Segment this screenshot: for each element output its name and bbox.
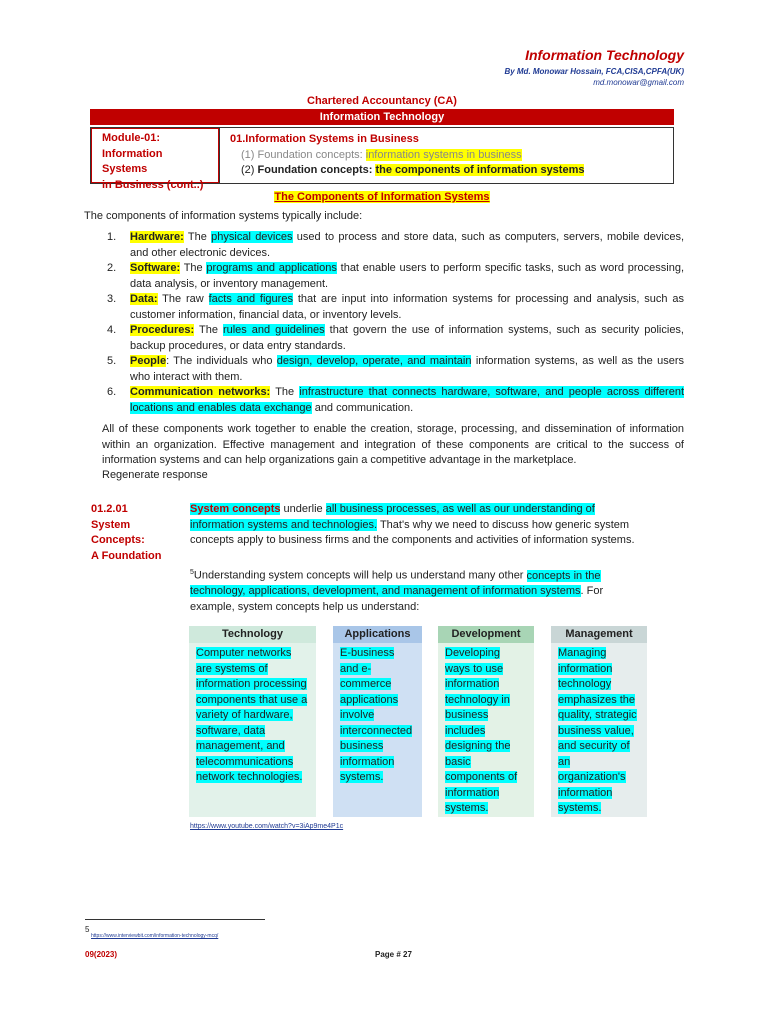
module-topics [219, 128, 673, 183]
list-number: 4. [107, 324, 117, 336]
intro-text: The components of information systems typically include: [84, 210, 363, 222]
component-text: used to process and store data, such as computers, servers, mobile devices, and other electronic devices. [130, 231, 685, 259]
header-email: md.monowar@gmail.com [593, 78, 684, 87]
column-text: Managing information technology emphasizes the quality, strategic business value, and security of an organization's information systems. [558, 647, 637, 814]
component-text: The [180, 262, 207, 274]
column-text: Developing ways to use information technology in business includes designing the basic components of information systems. [445, 647, 518, 814]
list-number: 3. [107, 293, 117, 305]
list-item [100, 230, 684, 261]
footer-date: 09(2023) [85, 950, 118, 959]
footnote-marker: 5 [190, 569, 194, 576]
paragraph-text: That's why we need to discuss how generic system concepts apply to business firms and the components and activities of information systems. [190, 518, 635, 546]
component-text: that enable users to perform specific tasks, such as word processing, data analysis, or inventory management. [130, 262, 685, 290]
topic-1-prefix: (1) Foundation concepts: [241, 148, 366, 161]
component-term: People [130, 355, 167, 367]
system-concepts-paragraph [190, 502, 650, 549]
list-item [100, 292, 684, 323]
component-text: The [183, 231, 212, 243]
column-header: Management [551, 626, 647, 643]
components-list [100, 230, 684, 416]
management-column [551, 626, 647, 817]
module-label-line: Information Systems [102, 147, 163, 175]
footnote-divider [85, 919, 265, 920]
column-header: Technology [189, 626, 316, 643]
label-line: System [91, 518, 131, 531]
header-title: Information Technology [525, 47, 684, 63]
paragraph-text: Understanding system concepts will help us understand many other [193, 569, 527, 582]
column-body [551, 643, 647, 817]
paragraph-text: underlie [280, 503, 326, 515]
topic-1-highlight: information systems in business [365, 148, 522, 161]
list-number: 5. [107, 355, 117, 367]
list-item [100, 385, 684, 416]
topic-2-highlight: the components of information systems [375, 164, 585, 176]
system-concepts-paragraph-2 [190, 565, 650, 615]
header-author: By Md. Monowar Hossain, FCA,CISA,CPFA(UK) [504, 67, 684, 76]
component-text: The raw [157, 293, 209, 305]
label-line: Concepts: [91, 534, 145, 546]
list-item [100, 261, 684, 292]
module-topic-2 [230, 163, 663, 179]
component-term: Software: [130, 262, 181, 274]
paragraph-text: . For example, system concepts help us understand: [190, 585, 604, 613]
label-line: A Foundation [91, 549, 162, 562]
label-line: 01.2.01 [91, 503, 128, 515]
component-term: Hardware: [130, 231, 184, 243]
component-term: Communication networks: [130, 386, 271, 398]
column-header: Applications [333, 626, 422, 643]
component-text: that govern the use of information systems, such as security policies, backup procedures, or data entry standards. [130, 324, 684, 352]
technology-column [189, 626, 316, 817]
section-heading-text: The Components of Information Systems [274, 191, 490, 203]
subject-banner: Information Technology [90, 109, 674, 125]
component-highlight: design, develop, operate, and maintain [276, 355, 472, 367]
paragraph-highlight: all business processes, as well as our understanding of information systems and technologies. [190, 503, 595, 531]
component-text: that are input into information systems for processing and analysis, such as customer information, financial data, or inventory levels. [130, 293, 684, 321]
component-text: The [194, 324, 223, 336]
module-title: 01.Information Systems in Business [230, 133, 419, 145]
applications-column [333, 626, 422, 817]
section-heading [90, 191, 674, 203]
regenerate-text: Regenerate response [102, 469, 208, 481]
column-text: Computer networks are systems of information processing components that use a variety of hardware, software, data management, and telecommunications network technologies. [196, 647, 308, 783]
system-concepts-term: System concepts [190, 503, 281, 515]
component-highlight: rules and guidelines [222, 324, 325, 336]
column-text: E-business and e-commerce applications involve interconnected business information systems. [340, 647, 413, 783]
component-highlight: facts and figures [208, 293, 293, 305]
module-label-line: Module-01: [102, 132, 161, 144]
list-number: 6. [107, 386, 117, 398]
summary-paragraph: All of these components work together to enable the creation, storage, processing, and dissemination of information within an organization. Effective management and integration of these components are critical to the success of information systems and can help organizations gain a competitive advantage in the marketplace. [102, 423, 684, 466]
page-number: Page # 27 [375, 950, 412, 959]
column-header: Development [438, 626, 534, 643]
list-item [100, 354, 684, 385]
list-item [100, 323, 684, 354]
youtube-link[interactable]: https://www.youtube.com/watch?v=3iAp9me4P1c [190, 823, 344, 830]
paragraph-highlight: concepts in the technology, applications, development, and management of information systems [190, 569, 601, 598]
column-body [189, 643, 316, 817]
list-number: 1. [107, 231, 117, 243]
topic-2-bold: Foundation concepts: [257, 164, 376, 176]
development-column [438, 626, 534, 817]
column-body [438, 643, 534, 817]
footnote-link[interactable]: https://www.interviewbit.com/information-technology-mcq/ [91, 933, 219, 939]
ca-title: Chartered Accountancy (CA) [307, 95, 457, 107]
topic-2-prefix: (2) [241, 164, 258, 176]
module-topic-1 [230, 148, 663, 164]
component-text: information systems, as well as the users who interact with them. [130, 355, 685, 383]
list-number: 2. [107, 262, 117, 274]
component-term: Procedures: [130, 324, 195, 336]
component-text: The [270, 386, 300, 398]
module-label-line: in Business (cont..) [102, 178, 204, 191]
component-term: Data: [130, 293, 158, 305]
component-text: : The individuals who [166, 355, 277, 367]
component-highlight: infrastructure that connects hardware, software, and people across different locations and enables data exchange [130, 386, 685, 414]
component-highlight: physical devices [211, 231, 293, 243]
module-box [90, 127, 674, 191]
component-highlight: programs and applications [206, 262, 337, 274]
column-body [333, 643, 422, 817]
system-concepts-label [91, 502, 181, 564]
module-label [91, 128, 219, 191]
footnote-number: 5 [85, 925, 90, 934]
component-text: and communication. [311, 401, 414, 414]
